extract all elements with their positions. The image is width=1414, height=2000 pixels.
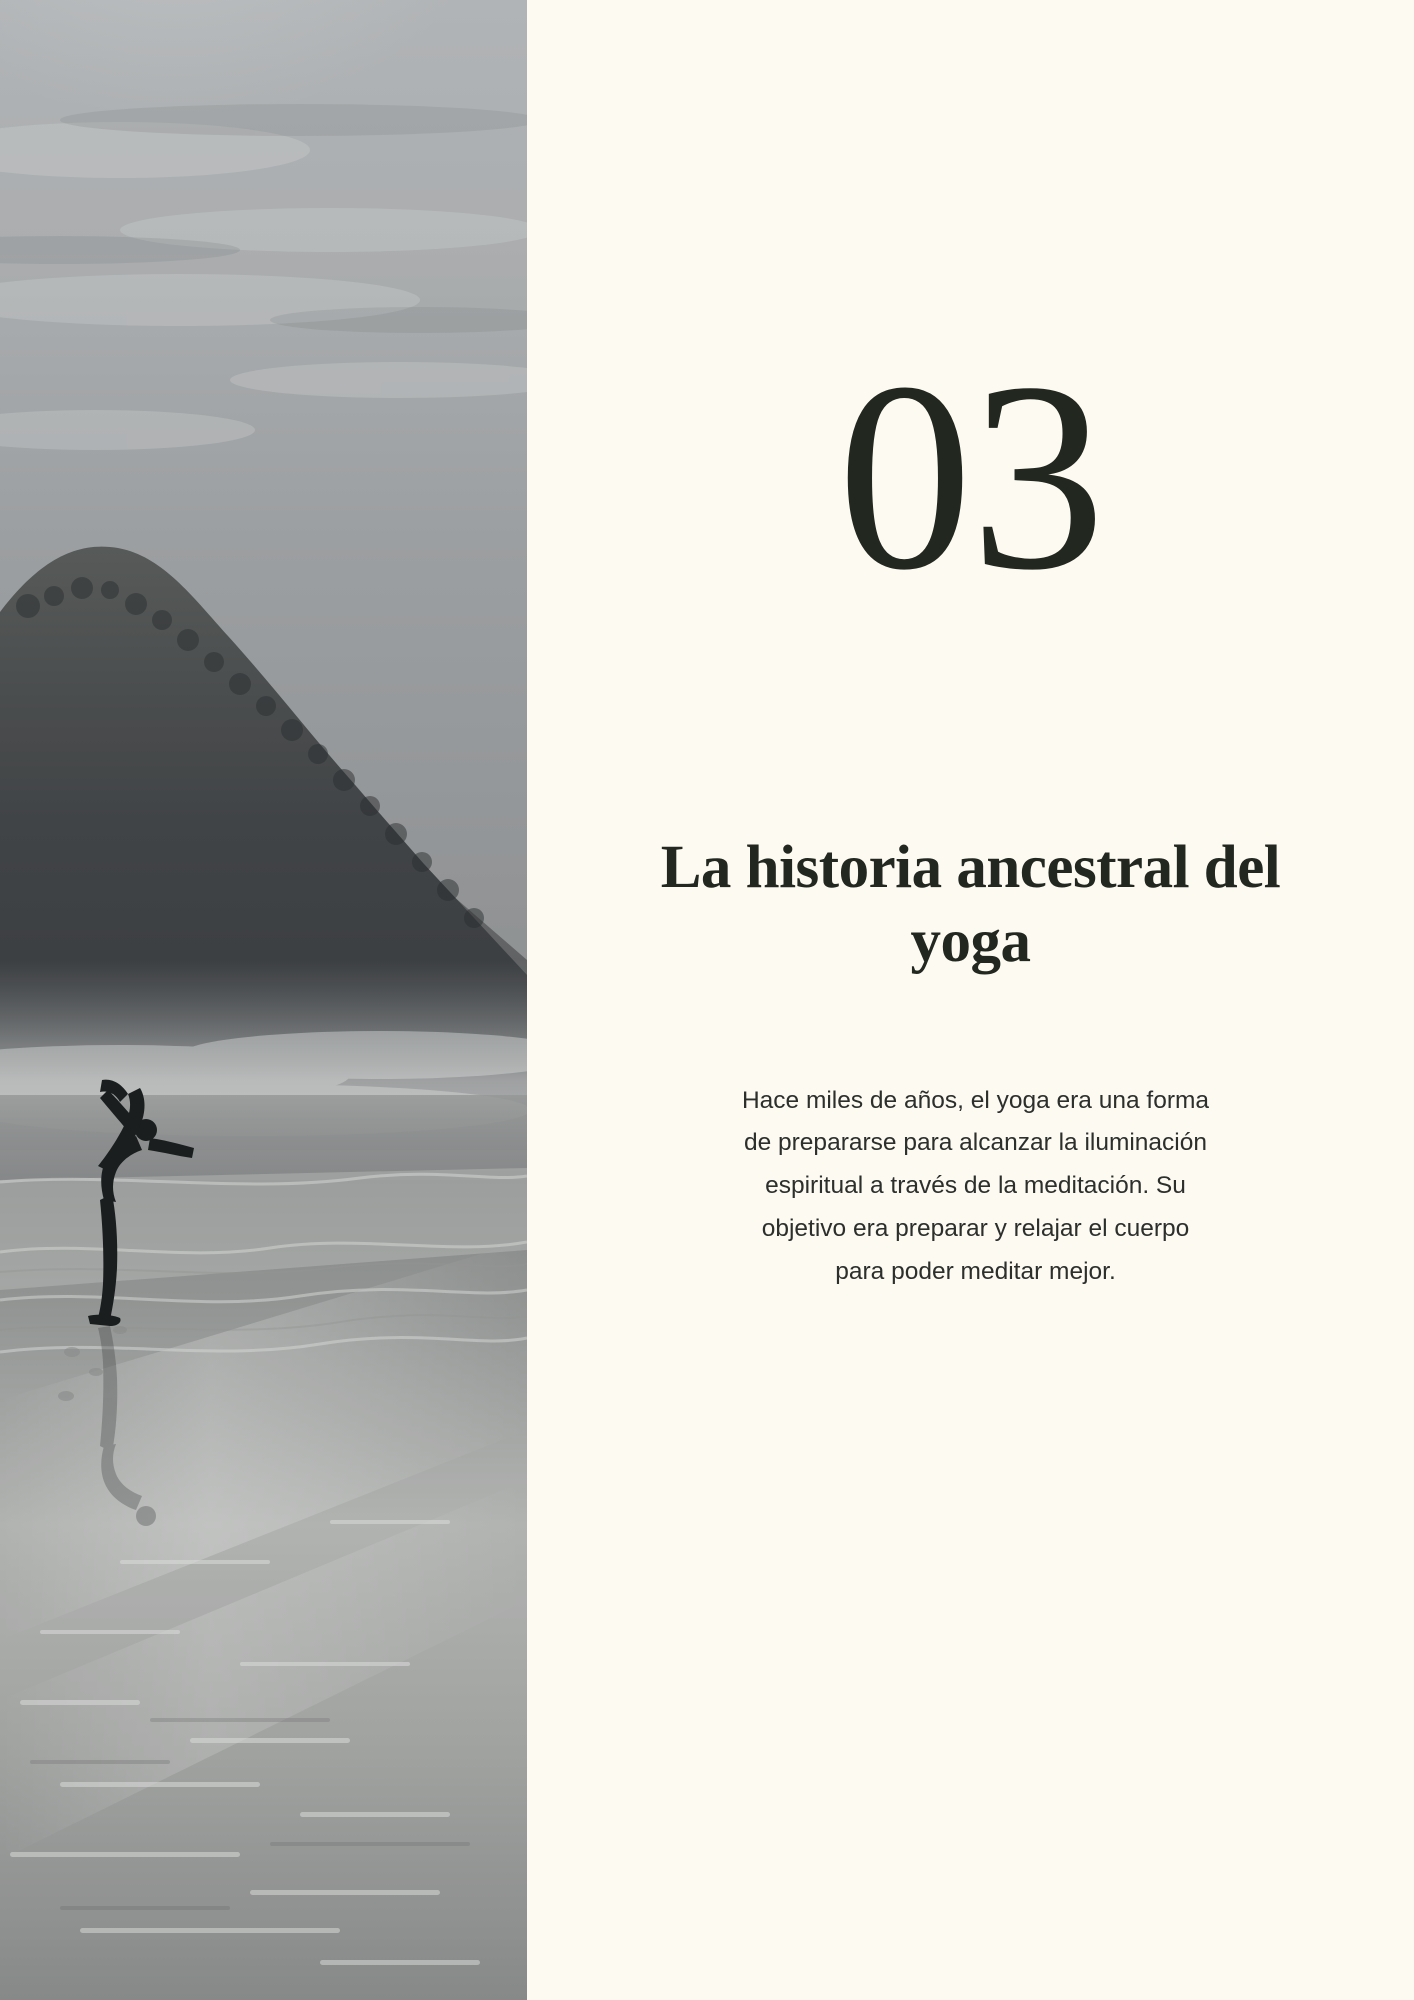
section-body-text: Hace miles de años, el yoga era una forma de prepararse para alcanzar la iluminación espiritual a través de la meditación. Su objetivo era preparar y relajar el cuerpo para poder meditar mejor. <box>741 1086 1210 1285</box>
hero-photo <box>0 0 527 2000</box>
section-number: 03 <box>837 327 1104 626</box>
page-title: La historia ancestral del yoga <box>660 833 1281 976</box>
content-panel <box>527 0 1414 2000</box>
beach-yoga-photo-illustration <box>0 0 527 2000</box>
